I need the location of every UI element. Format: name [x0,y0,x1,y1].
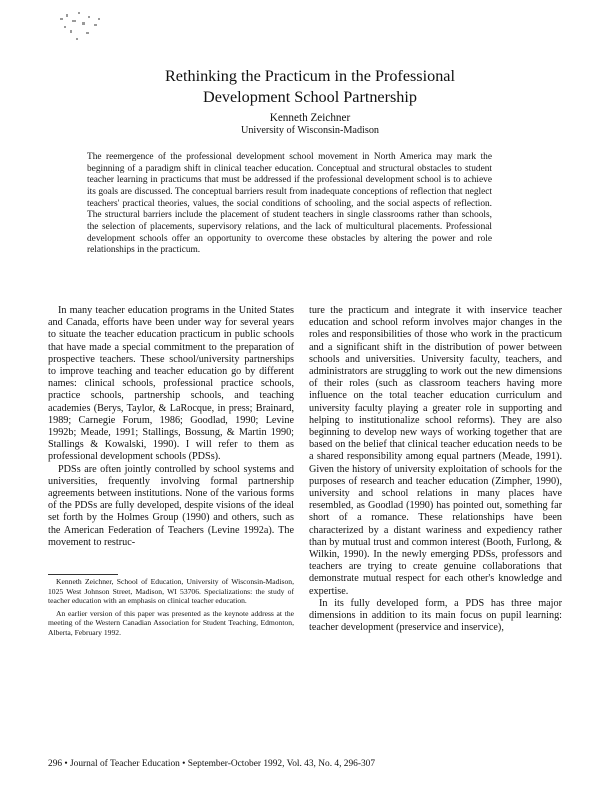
title-line-1: Rethinking the Practicum in the Professional [165,67,455,85]
footnotes [48,577,294,641]
body-paragraph: In its fully developed form, a PDS has three major dimensions in addition to its main focus on pupil learning: teacher development (preservice and inservice), [309,597,562,634]
body-paragraph: PDSs are often jointly controlled by school systems and universities, frequently involving formal partnership agreements between institutions. None of the various forms of the PDSs are fully developed, despite visions of the ideal set forth by the Holmes Group (1990) and others, such as the American Federation of Teachers (Levine 1992a). The movement to restruc- [48,463,294,548]
footnote-divider [48,574,118,575]
footnote-author-info: Kenneth Zeichner, School of Education, University of Wisconsin-Madison, 1025 West Johnson Street, Madison, WI 53706. Specializations: the study of teacher education with an emphasis on clinical teacher education. [48,577,294,606]
body-paragraph: ture the practicum and integrate it with inservice teacher education and school reform involves major changes in the roles and responsibilities of those who work in the practicum and a significant shift in the distribution of power between schools and universities. University faculty, teachers, and administrators are struggling to work out the new dimensions of their roles (such as classroom teachers having more influence on the total teacher education curriculum and university faculty playing a greater role in supporting and helping to institutionalize school reforms). They are also beginning to develop new ways of working together that are based on the belief that clinical teacher education needs to be a shared responsibility among equal partners (Meade, 1991). Given the history of university exploitation of schools for the purposes of research and teacher education (Zimpher, 1990), university and school relations in many places have resembled, as Goodlad (1990) has pointed out, something far short of a romance. These relationships have been characterized by a distant wariness and expediency rather than by mutual trust and common interest (Booth, Furlong, & Wilkin, 1990). In the newly emerging PDSs, professors and teachers are trying to create genuine collaborations that demonstrate mutual respect for each other's knowledge and expertise. [309,305,562,597]
author-name: Kenneth Zeichner [269,112,351,124]
abstract: The reemergence of the professional development school movement in North America may mark the beginning of a paradigm shift in clinical teacher education. Conceptual and structural obstacles to student teacher learning in practicums that must be addressed if the professional development school is to achieve its goals are discussed. The conceptual barriers result from inadequate conceptions of reflection that neglect teachers' practical theories, values, the social conditions of schooling, and the social aspects of reflection. The structural barriers include the placement of student teachers in single classrooms rather than schools, the selection of placements, supervisory relations, and the lack of multicultural placements. Professional development schools offer an opportunity to overcome these obstacles by altering the power and role relationships in the practicum. [87,152,492,256]
author-affiliation: University of Wisconsin-Madison [240,125,380,136]
footnote-presentation-note: An earlier version of this paper was presented as the keynote address at the meeting of the Western Canadian Association for Student Teaching, Edmonton, Alberta, February 1992. [48,608,294,637]
scan-artifact-mark [58,8,118,48]
body-column-left [48,305,294,549]
body-column-right [309,305,562,634]
page-footer-citation: 296 • Journal of Teacher Education • September-October 1992, Vol. 43, No. 4, 296-307 [48,759,376,769]
title-line-2: Development School Partnership [203,88,417,106]
body-paragraph: In many teacher education programs in the United States and Canada, efforts have been under way for several years to situate the teacher education practicum in public schools that have made a special commitment to the preparation of prospective teachers. These school/university partnerships to improve teaching and teacher education go by different names: clinical schools, professional practice schools, practice schools, partnership schools, and teaching academies (Berys, Taylor, & LaRocque, in press; Brainard, 1989; Carnegie Forum, 1986; Goodlad, 1990; Levine 1992b; Meade, 1991; Stallings, Bossung, & Martin 1990; Stallings & Kowalski, 1990). I will refer to them as professional development schools (PDSs). [48,305,294,463]
article-title [60,66,560,108]
